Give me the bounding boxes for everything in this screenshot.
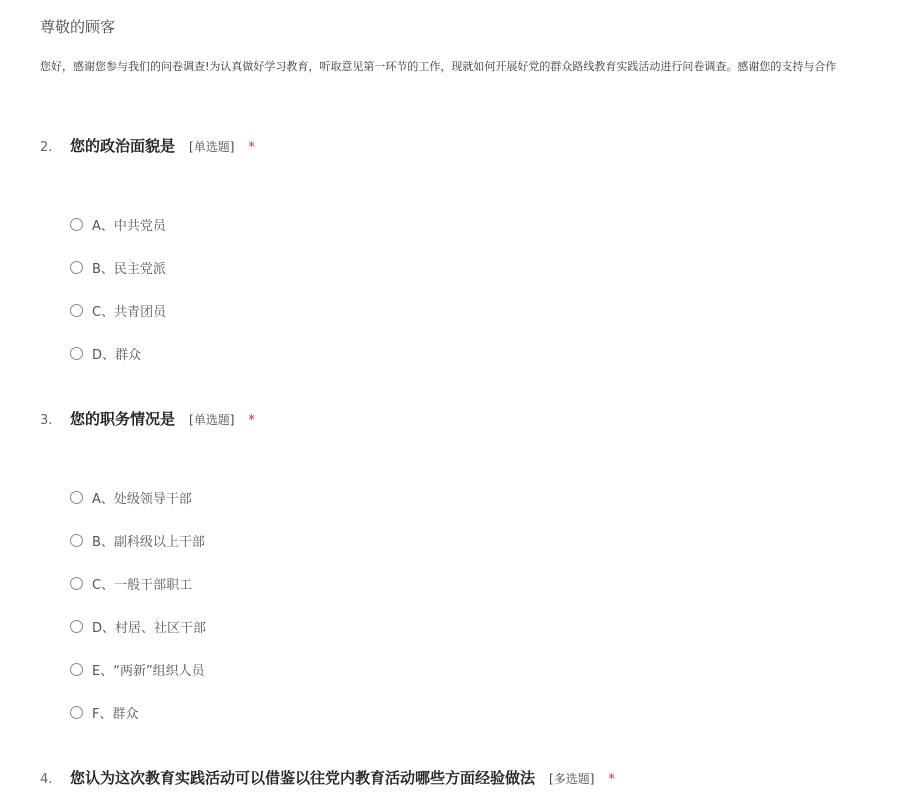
- required-marker: *: [608, 772, 615, 787]
- option-radio[interactable]: [70, 562, 206, 605]
- option-radio[interactable]: [70, 246, 166, 289]
- radio-circle-icon[interactable]: [70, 491, 83, 504]
- radio-circle-icon[interactable]: [70, 620, 83, 633]
- question-4: [40, 767, 890, 791]
- option-label: A、处级领导干部: [92, 492, 192, 507]
- option-radio[interactable]: [70, 203, 166, 246]
- greeting-heading: 尊敬的顾客: [40, 18, 116, 36]
- option-radio[interactable]: [70, 332, 166, 375]
- option-radio[interactable]: [70, 519, 206, 562]
- question-type-tag: [多选题]: [549, 772, 595, 786]
- radio-circle-icon[interactable]: [70, 261, 83, 274]
- option-list: [70, 476, 206, 734]
- option-label: C、共青团员: [92, 305, 167, 320]
- question-type-tag: [单选题]: [189, 413, 235, 427]
- radio-circle-icon[interactable]: [70, 218, 83, 231]
- option-label: F、群众: [92, 707, 139, 722]
- radio-circle-icon[interactable]: [70, 304, 83, 317]
- option-label: D、村居、社区干部: [92, 621, 207, 636]
- option-radio[interactable]: [70, 648, 206, 691]
- option-label: C、一般干部职工: [92, 578, 193, 593]
- question-2: [40, 135, 890, 363]
- question-header: [40, 408, 890, 432]
- required-marker: *: [248, 413, 255, 428]
- option-radio[interactable]: [70, 691, 206, 734]
- option-label: A、中共党员: [92, 219, 166, 234]
- option-radio[interactable]: [70, 605, 206, 648]
- question-type-tag: [单选题]: [189, 140, 235, 154]
- option-list: [70, 203, 166, 375]
- option-label: B、民主党派: [92, 262, 166, 277]
- radio-circle-icon[interactable]: [70, 347, 83, 360]
- option-label: E、“两新”组织人员: [92, 664, 205, 679]
- required-marker: *: [248, 140, 255, 155]
- question-number: 2.: [40, 140, 53, 155]
- radio-circle-icon[interactable]: [70, 706, 83, 719]
- question-title: 您认为这次教育实践活动可以借鉴以往党内教育活动哪些方面经验做法: [70, 769, 536, 787]
- radio-circle-icon[interactable]: [70, 534, 83, 547]
- option-label: B、副科级以上干部: [92, 535, 205, 550]
- survey-intro-text: 您好，感谢您参与我们的问卷调查!为认真做好学习教育，听取意见第一环节的工作，现就如何开展好党的群众路线教育实践活动进行问卷调查。感谢您的支持与合作: [40, 60, 837, 73]
- question-header: [40, 135, 890, 159]
- question-title: 您的政治面貌是: [70, 137, 176, 155]
- option-radio[interactable]: [70, 476, 206, 519]
- question-header: [40, 767, 890, 791]
- question-number: 4.: [40, 772, 53, 787]
- option-radio[interactable]: [70, 289, 166, 332]
- radio-circle-icon[interactable]: [70, 663, 83, 676]
- option-label: D、群众: [92, 348, 142, 363]
- radio-circle-icon[interactable]: [70, 577, 83, 590]
- question-3: [40, 408, 890, 722]
- question-title: 您的职务情况是: [70, 410, 176, 428]
- question-number: 3.: [40, 413, 53, 428]
